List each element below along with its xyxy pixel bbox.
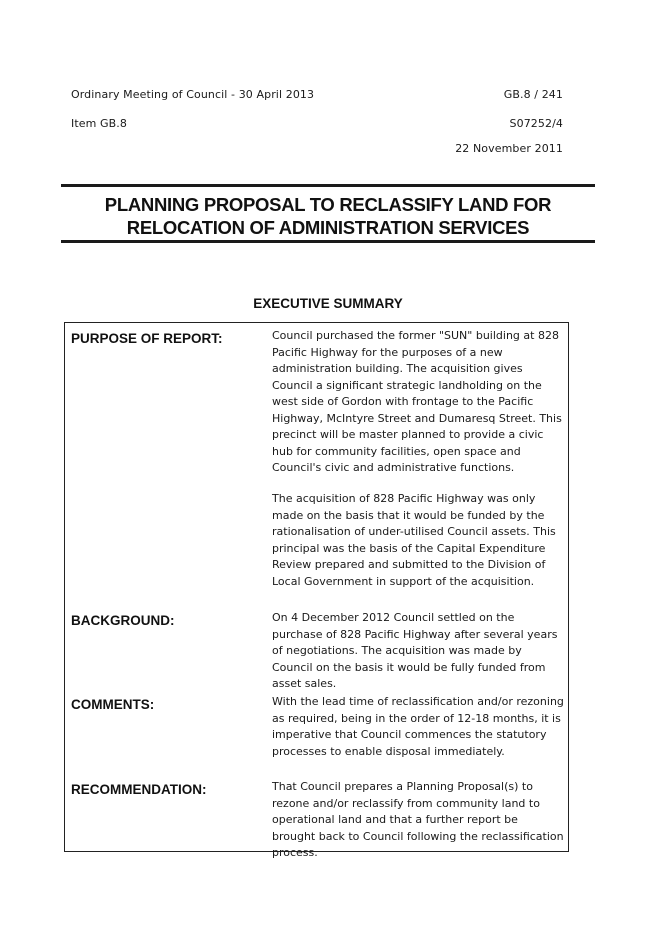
title-line-2: RELOCATION OF ADMINISTRATION SERVICES bbox=[126, 217, 530, 238]
page-title bbox=[61, 193, 595, 239]
header-item: Item GB.8 bbox=[71, 117, 128, 130]
header-date: 22 November 2011 bbox=[455, 142, 563, 155]
comments-paragraph: With the lead time of reclassification and/or rezoning as required, being in the order of 12-18 months, it is imperative that Council commences the statutory processes to enable disposal immediately. bbox=[272, 695, 564, 758]
recommendation-label: RECOMMENDATION: bbox=[71, 782, 207, 797]
background-label: BACKGROUND: bbox=[71, 613, 175, 628]
header-page-ref: GB.8 / 241 bbox=[503, 88, 563, 101]
background-paragraph: On 4 December 2012 Council settled on the purchase of 828 Pacific Highway after several years of negotiations. The acquisition was made by Council on the basis it would be fully funded from asset sales. bbox=[272, 611, 558, 690]
header-meeting: Ordinary Meeting of Council - 30 April 2013 bbox=[71, 88, 315, 101]
executive-summary-heading: EXECUTIVE SUMMARY bbox=[253, 296, 403, 311]
purpose-label: PURPOSE OF REPORT: bbox=[71, 331, 223, 346]
title-line-1: PLANNING PROPOSAL TO RECLASSIFY LAND FOR bbox=[104, 194, 552, 215]
executive-summary-box bbox=[64, 322, 569, 859]
recommendation-paragraph: That Council prepares a Planning Proposal(s) to rezone and/or reclassify from community land to operational land and that a further report be brought back to Council following the reclassification process. bbox=[272, 780, 564, 859]
purpose-paragraph-2: The acquisition of 828 Pacific Highway was only made on the basis that it would be funded by the rationalisation of under-utilised Council assets. This principal was the basis of the Capital Expenditure Review prepared and submitted to the Division of Local Government in support of the acquisition. bbox=[272, 492, 556, 588]
comments-label: COMMENTS: bbox=[71, 697, 155, 712]
purpose-paragraph-1: Council purchased the former "SUN" building at 828 Pacific Highway for the purposes of a new administration building. The acquisition gives Council a significant strategic landholding on the west side of Gordon with frontage to the Pacific Highway, McIntyre Street and Dumaresq Street. This precinct will be master planned to provide a civic hub for community facilities, open space and Council's civic and administrative functions. bbox=[272, 329, 562, 474]
header-file-ref: S07252/4 bbox=[509, 117, 563, 130]
title-rule-top bbox=[61, 184, 595, 187]
title-rule-bottom bbox=[61, 240, 595, 243]
